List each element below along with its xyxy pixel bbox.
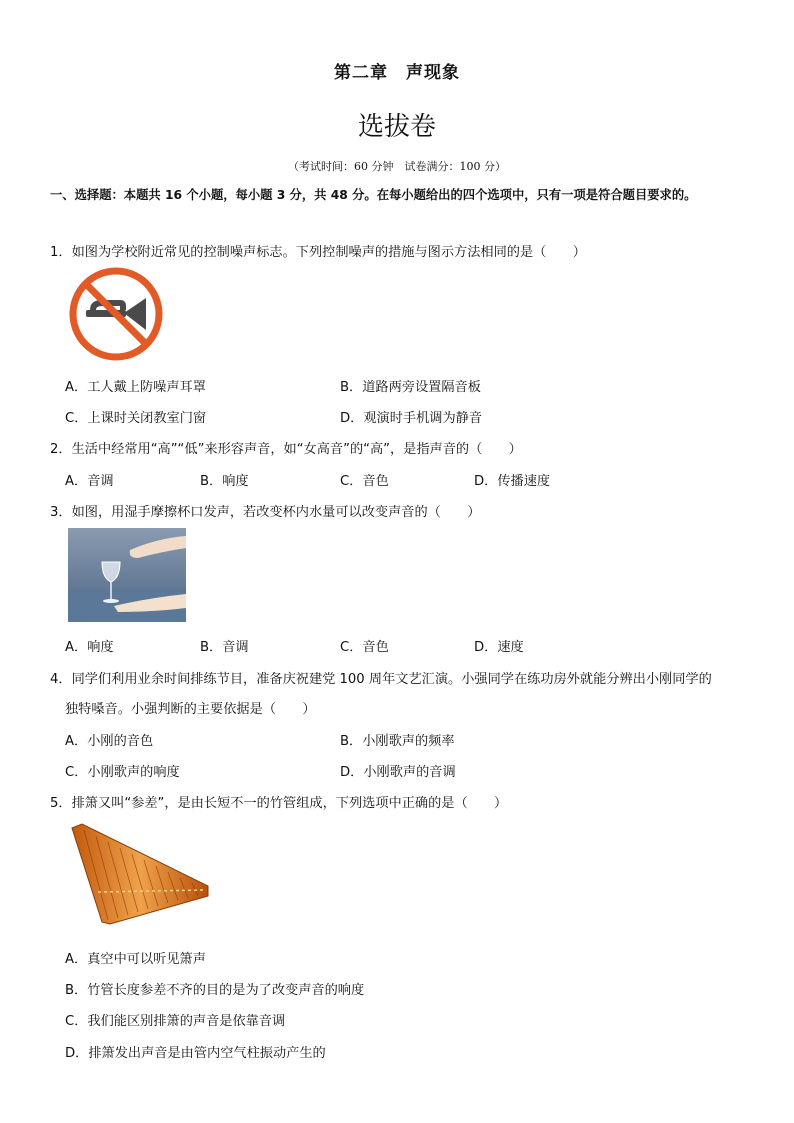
q4-option-b: B．小刚歌声的频率 (340, 734, 455, 749)
q5-option-a: A．真空中可以听见箫声 (65, 952, 206, 967)
question-5-stem: 5．排箫又叫“参差”，是由长短不一的竹管组成，下列选项中正确的是（ ） (50, 796, 508, 811)
q1-option-c: C．上课时关闭教室门窗 (65, 411, 207, 426)
wine-glass-photo (68, 528, 186, 622)
section-heading: 一、选择题：本题共 16 个小题，每小题 3 分，共 48 分。在每小题给出的四个选项中，只有一项是符合题目要求的。 (50, 188, 697, 202)
q3-option-b: B．音调 (200, 640, 249, 655)
chapter-title: 第二章 声现象 (334, 63, 460, 83)
q1-option-b: B．道路两旁设置隔音板 (340, 380, 481, 395)
q4-option-a: A．小刚的音色 (65, 734, 154, 749)
q3-option-a: A．响度 (65, 640, 114, 655)
exam-info: （考试时间：60 分钟 试卷满分：100 分） (288, 160, 506, 173)
q5-option-b: B．竹管长度参差不齐的目的是为了改变声音的响度 (65, 983, 365, 998)
question-2-stem: 2．生活中经常用“高”“低”来形容声音，如“女高音”的“高”，是指声音的（ ） (50, 442, 522, 457)
q2-option-c: C．音色 (340, 474, 389, 489)
paper-title: 选拔卷 (357, 112, 436, 142)
q2-option-b: B．响度 (200, 474, 249, 489)
q4-option-c: C．小刚歌声的响度 (65, 765, 180, 780)
no-horn-sign-icon (68, 266, 164, 362)
q5-option-d: D．排箫发出声音是由管内空气柱振动产生的 (65, 1046, 326, 1061)
q4-option-d: D．小刚歌声的音调 (340, 765, 456, 780)
question-3-stem: 3．如图，用湿手摩擦杯口发声，若改变杯内水量可以改变声音的（ ） (50, 505, 481, 520)
question-4-stem-line-1: 4．同学们利用业余时间排练节目，准备庆祝建党 100 周年文艺汇演。小强同学在练功房外就能分辨出小刚同学的 (50, 672, 712, 687)
q3-option-c: C．音色 (340, 640, 389, 655)
q1-option-a: A．工人戴上防噪声耳罩 (65, 380, 206, 395)
q3-option-d: D．速度 (474, 640, 524, 655)
q2-option-d: D．传播速度 (474, 474, 551, 489)
question-4-stem-line-2: 独特嗓音。小强判断的主要依据是（ ） (65, 702, 316, 717)
question-1-stem: 1．如图为学校附近常见的控制噪声标志。下列控制噪声的措施与图示方法相同的是（ ） (50, 245, 586, 260)
q1-option-d: D．观演时手机调为静音 (340, 411, 483, 426)
q2-option-a: A．音调 (65, 474, 114, 489)
q5-option-c: C．我们能区别排箫的声音是依靠音调 (65, 1014, 286, 1029)
panpipe-photo (68, 822, 210, 926)
